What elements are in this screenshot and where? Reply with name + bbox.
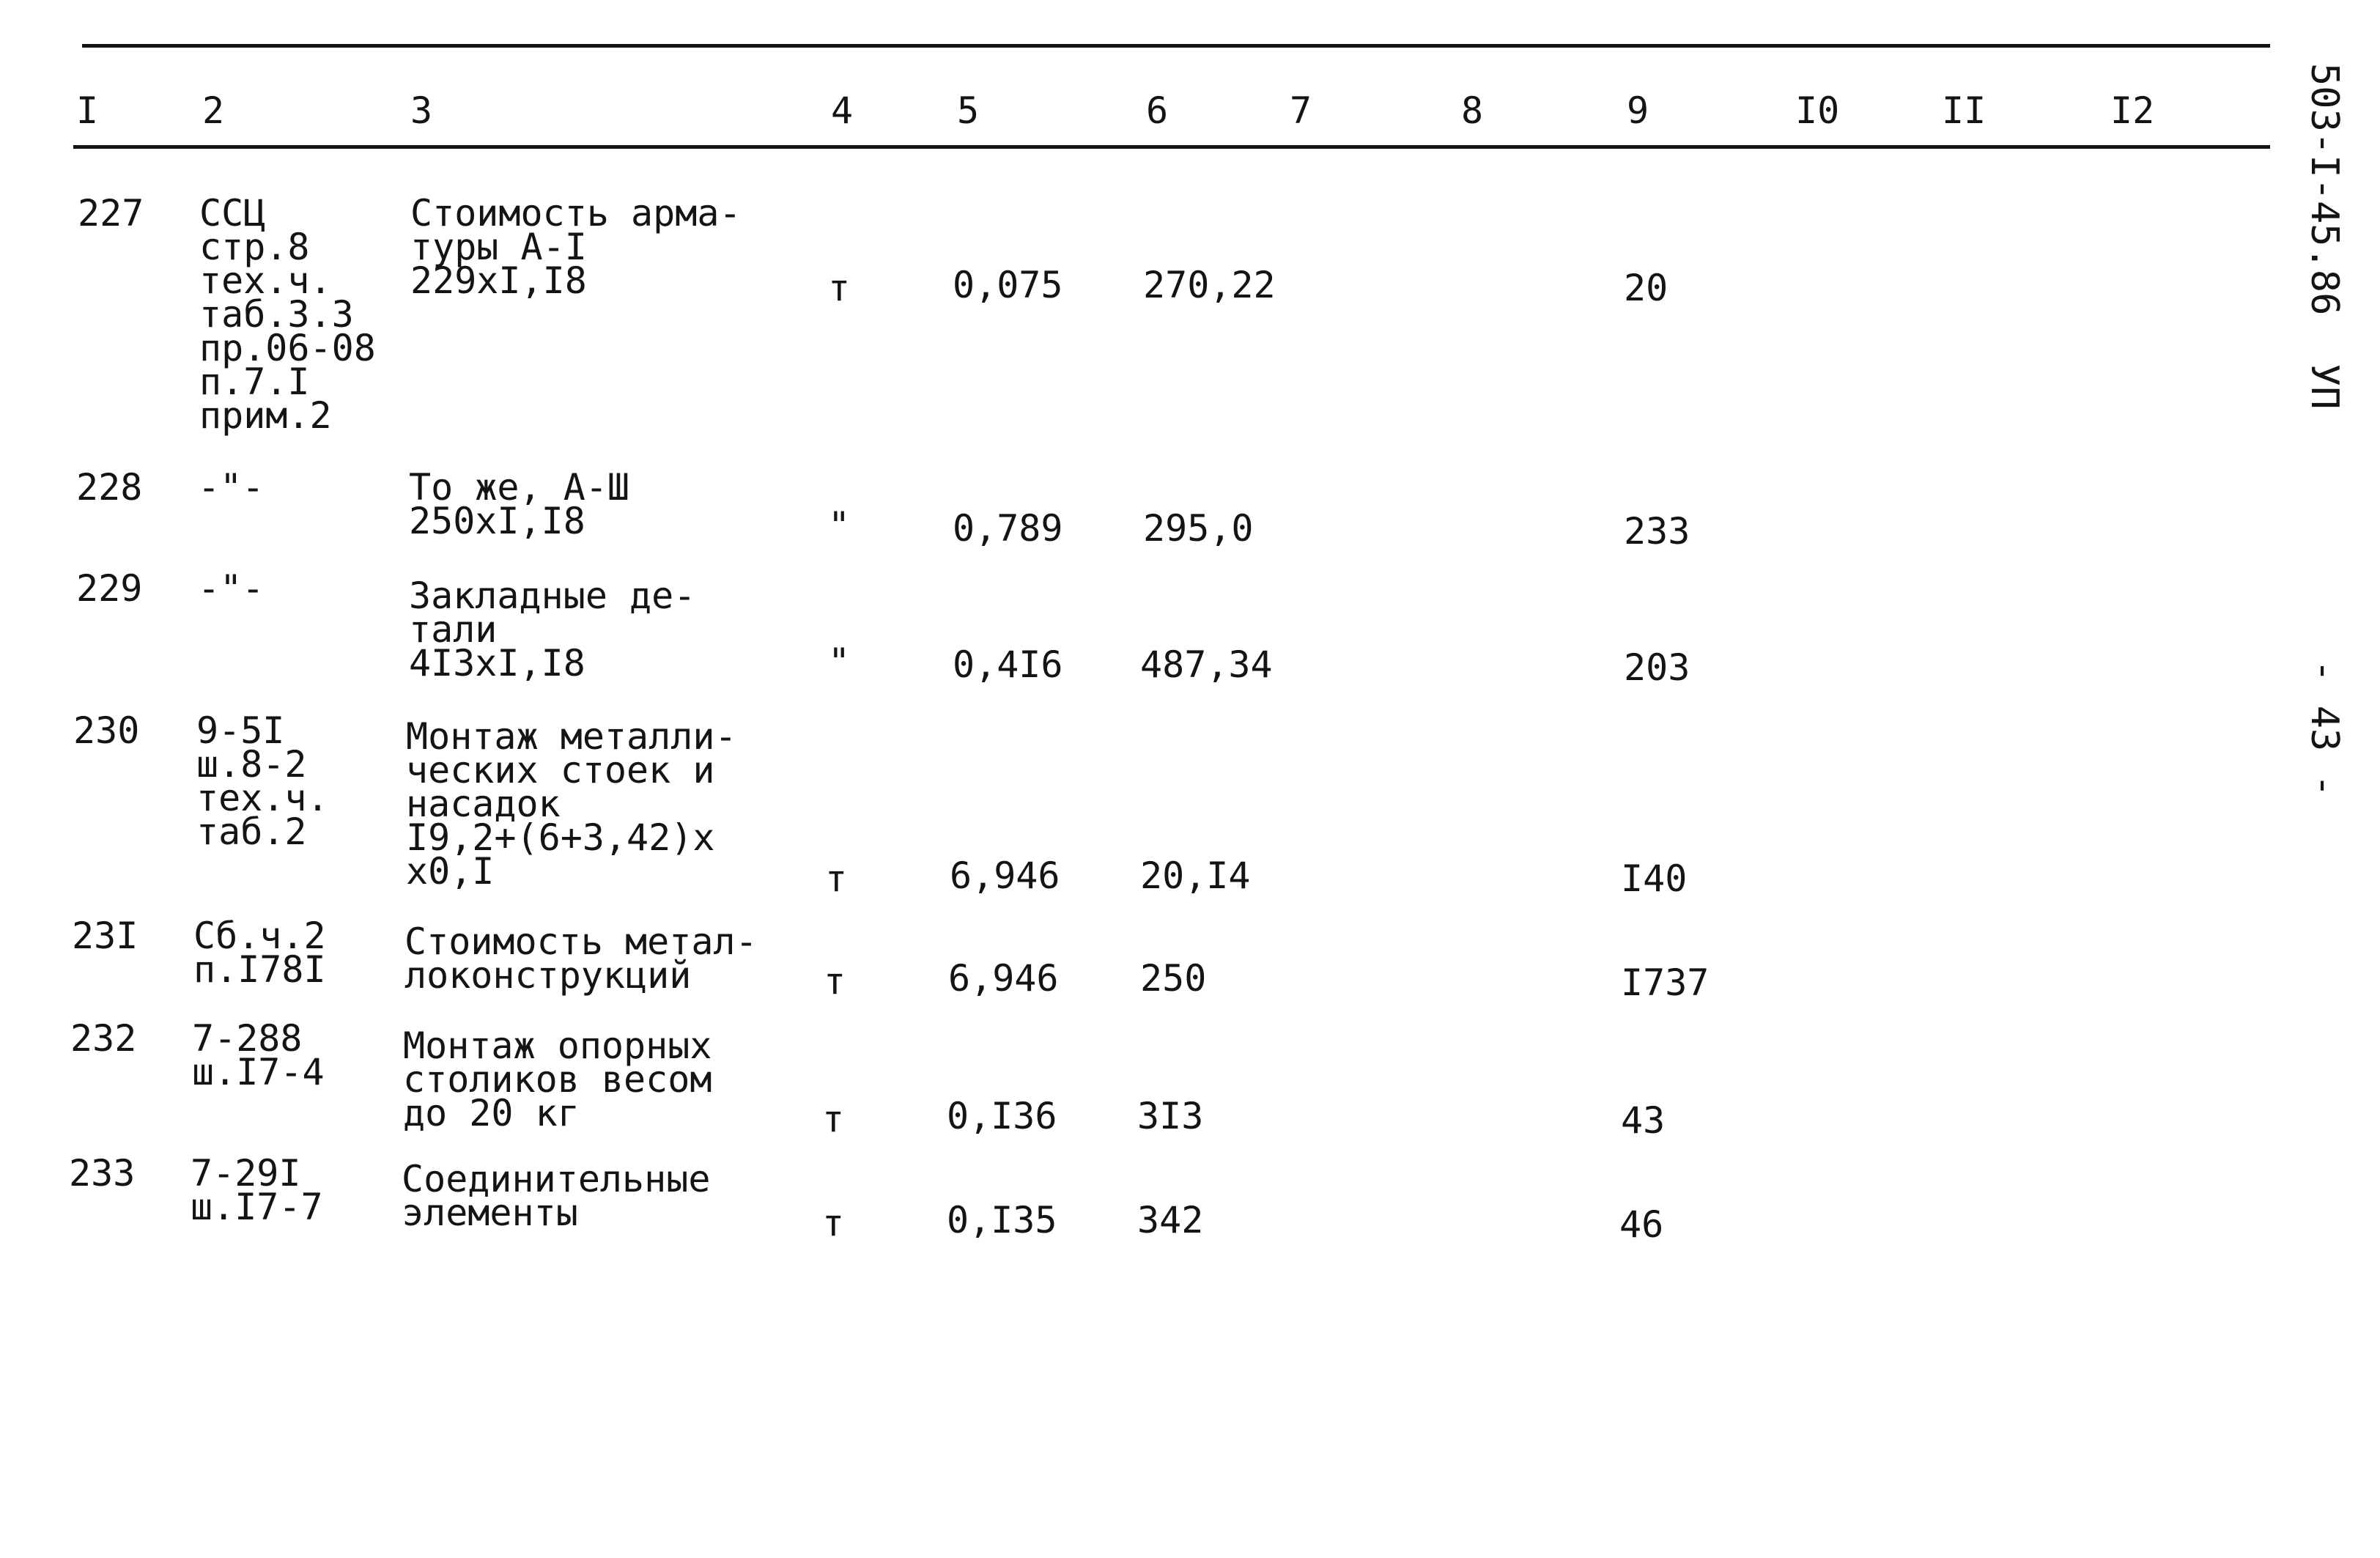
work-name: То же, А-Ш 250хI,I8: [409, 466, 630, 542]
unit-cell: ": [828, 640, 851, 683]
work-name: Стоимость метал- локонструкций: [404, 920, 758, 997]
price-cell: 3I3: [1137, 1095, 1204, 1137]
work-name: Стоимость арма- туры А-I 229хI,I8: [410, 192, 742, 302]
row-number: 23I: [72, 915, 138, 957]
work-name: Закладные де- тали 4I3хI,I8: [409, 575, 696, 684]
unit-cell: т: [825, 857, 848, 900]
price-cell: 342: [1137, 1199, 1204, 1241]
column-header-4: 4: [831, 89, 854, 132]
quantity-cell: 6,946: [948, 957, 1059, 1000]
unit-cell: т: [822, 1098, 845, 1140]
basis-cell: -"-: [198, 466, 265, 509]
price-cell: 487,34: [1140, 643, 1273, 686]
work-name: Монтаж металли- ческих стоек и насадок I9,2+(6+3,42)х х0,I: [406, 715, 737, 893]
price-cell: 250: [1140, 957, 1207, 1000]
basis-cell: 7-288 ш.I7-4: [192, 1017, 325, 1093]
quantity-cell: 0,075: [953, 264, 1063, 306]
total-cell: 20: [1624, 267, 1668, 309]
quantity-cell: 0,789: [953, 507, 1063, 550]
unit-cell: ": [828, 504, 851, 547]
column-header-9: 9: [1627, 89, 1649, 132]
price-cell: 270,22: [1143, 264, 1276, 306]
total-cell: 43: [1621, 1099, 1666, 1142]
column-header-12: I2: [2110, 89, 2155, 132]
quantity-cell: 0,I35: [947, 1199, 1057, 1241]
row-number: 229: [76, 567, 143, 610]
row-number: 227: [78, 192, 144, 235]
column-header-6: 6: [1146, 89, 1169, 132]
basis-cell: -"-: [198, 567, 265, 610]
basis-cell: ССЦ стр.8 тех.ч. таб.3.3 пр.06-08 п.7.I прим.2: [199, 192, 376, 437]
work-name: Монтаж опорных столиков весом до 20 кг: [403, 1024, 712, 1134]
total-cell: I40: [1621, 857, 1688, 900]
quantity-cell: 0,4I6: [953, 643, 1063, 686]
basis-cell: 7-29I ш.I7-7: [191, 1152, 323, 1228]
page-number: - 43 -: [2302, 660, 2346, 797]
total-cell: 203: [1624, 646, 1690, 689]
basis-cell: Сб.ч.2 п.I78I: [193, 915, 326, 991]
header-rule: [73, 145, 2270, 149]
column-header-2: 2: [202, 89, 225, 132]
unit-cell: т: [822, 1202, 845, 1244]
row-number: 232: [70, 1017, 137, 1060]
quantity-cell: 0,I36: [947, 1095, 1057, 1137]
column-header-5: 5: [957, 89, 980, 132]
work-name: Соединительные элементы: [402, 1158, 711, 1234]
column-header-7: 7: [1290, 89, 1312, 132]
basis-cell: 9-5I ш.8-2 тех.ч. таб.2: [196, 709, 329, 853]
column-header-10: I0: [1795, 89, 1840, 132]
column-header-3: 3: [410, 89, 433, 132]
total-cell: 46: [1619, 1203, 1664, 1246]
column-header-1: I: [76, 89, 99, 132]
unit-cell: т: [828, 267, 851, 309]
album-mark: УП: [2302, 363, 2346, 410]
column-header-11: II: [1942, 89, 1987, 132]
total-cell: 233: [1624, 510, 1690, 553]
quantity-cell: 6,946: [950, 854, 1060, 897]
column-header-8: 8: [1461, 89, 1484, 132]
price-cell: 295,0: [1143, 507, 1254, 550]
total-cell: I737: [1621, 961, 1710, 1004]
top-rule: [82, 44, 2270, 48]
row-number: 230: [73, 709, 140, 752]
document-code: 503-I-45.86: [2302, 63, 2346, 316]
row-number: 228: [76, 466, 143, 509]
row-number: 233: [69, 1152, 136, 1195]
price-cell: 20,I4: [1140, 854, 1251, 897]
unit-cell: т: [824, 960, 846, 1003]
